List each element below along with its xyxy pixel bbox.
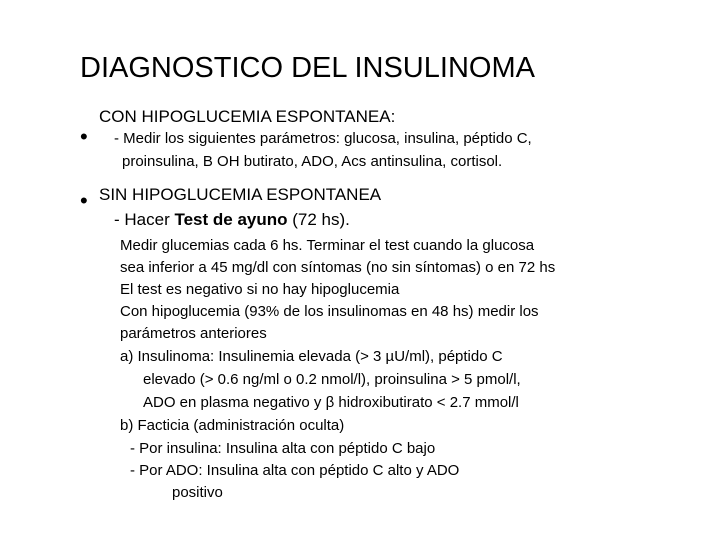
section1-line2: proinsulina, B OH butirato, ADO, Acs antinsulina, cortisol. (122, 153, 503, 170)
section2-line-10: - Por ADO: Insulina alta con péptido C alto y ADO (130, 462, 460, 479)
section2-line-3: Con hipoglucemia (93% de los insulinomas en 48 hs) medir los (120, 303, 539, 320)
page-title: DIAGNOSTICO DEL INSULINOMA (80, 52, 535, 84)
section2-line-11: positivo (172, 484, 223, 501)
section2-line-9: - Por insulina: Insulina alta con péptido C bajo (130, 440, 436, 457)
section2-line-6: elevado (> 0.6 ng/ml o 0.2 nmol/l), proinsulina > 5 pmol/l, (143, 371, 521, 388)
hacer-bold: Test de ayuno (174, 210, 288, 229)
bullet-marker-2: • (80, 188, 88, 213)
bullet-marker-1: • (80, 124, 88, 149)
section2-hacer-line (114, 210, 350, 230)
section2-line-0: Medir glucemias cada 6 hs. Terminar el test cuando la glucosa (120, 237, 535, 254)
section2-line-2: El test es negativo si no hay hipoglucemia (120, 281, 400, 298)
hacer-suffix: (72 hs). (287, 210, 350, 229)
section2-line-8: b) Facticia (administración oculta) (120, 417, 345, 434)
section1-line1: - Medir los siguientes parámetros: glucosa, insulina, péptido C, (114, 130, 532, 147)
section2-heading: SIN HIPOGLUCEMIA ESPONTANEA (99, 185, 382, 204)
section2-line-4: parámetros anteriores (120, 325, 267, 342)
section2-line-7: ADO en plasma negativo y β hidroxibutirato < 2.7 mmol/l (143, 394, 519, 411)
hacer-prefix: - Hacer (114, 210, 175, 229)
section1-heading: CON HIPOGLUCEMIA ESPONTANEA: (99, 107, 396, 126)
section2-line-5: a) Insulinoma: Insulinemia elevada (> 3 µU/ml), péptido C (120, 348, 503, 365)
section2-line-1: sea inferior a 45 mg/dl con síntomas (no sin síntomas) o en 72 hs (120, 259, 556, 276)
